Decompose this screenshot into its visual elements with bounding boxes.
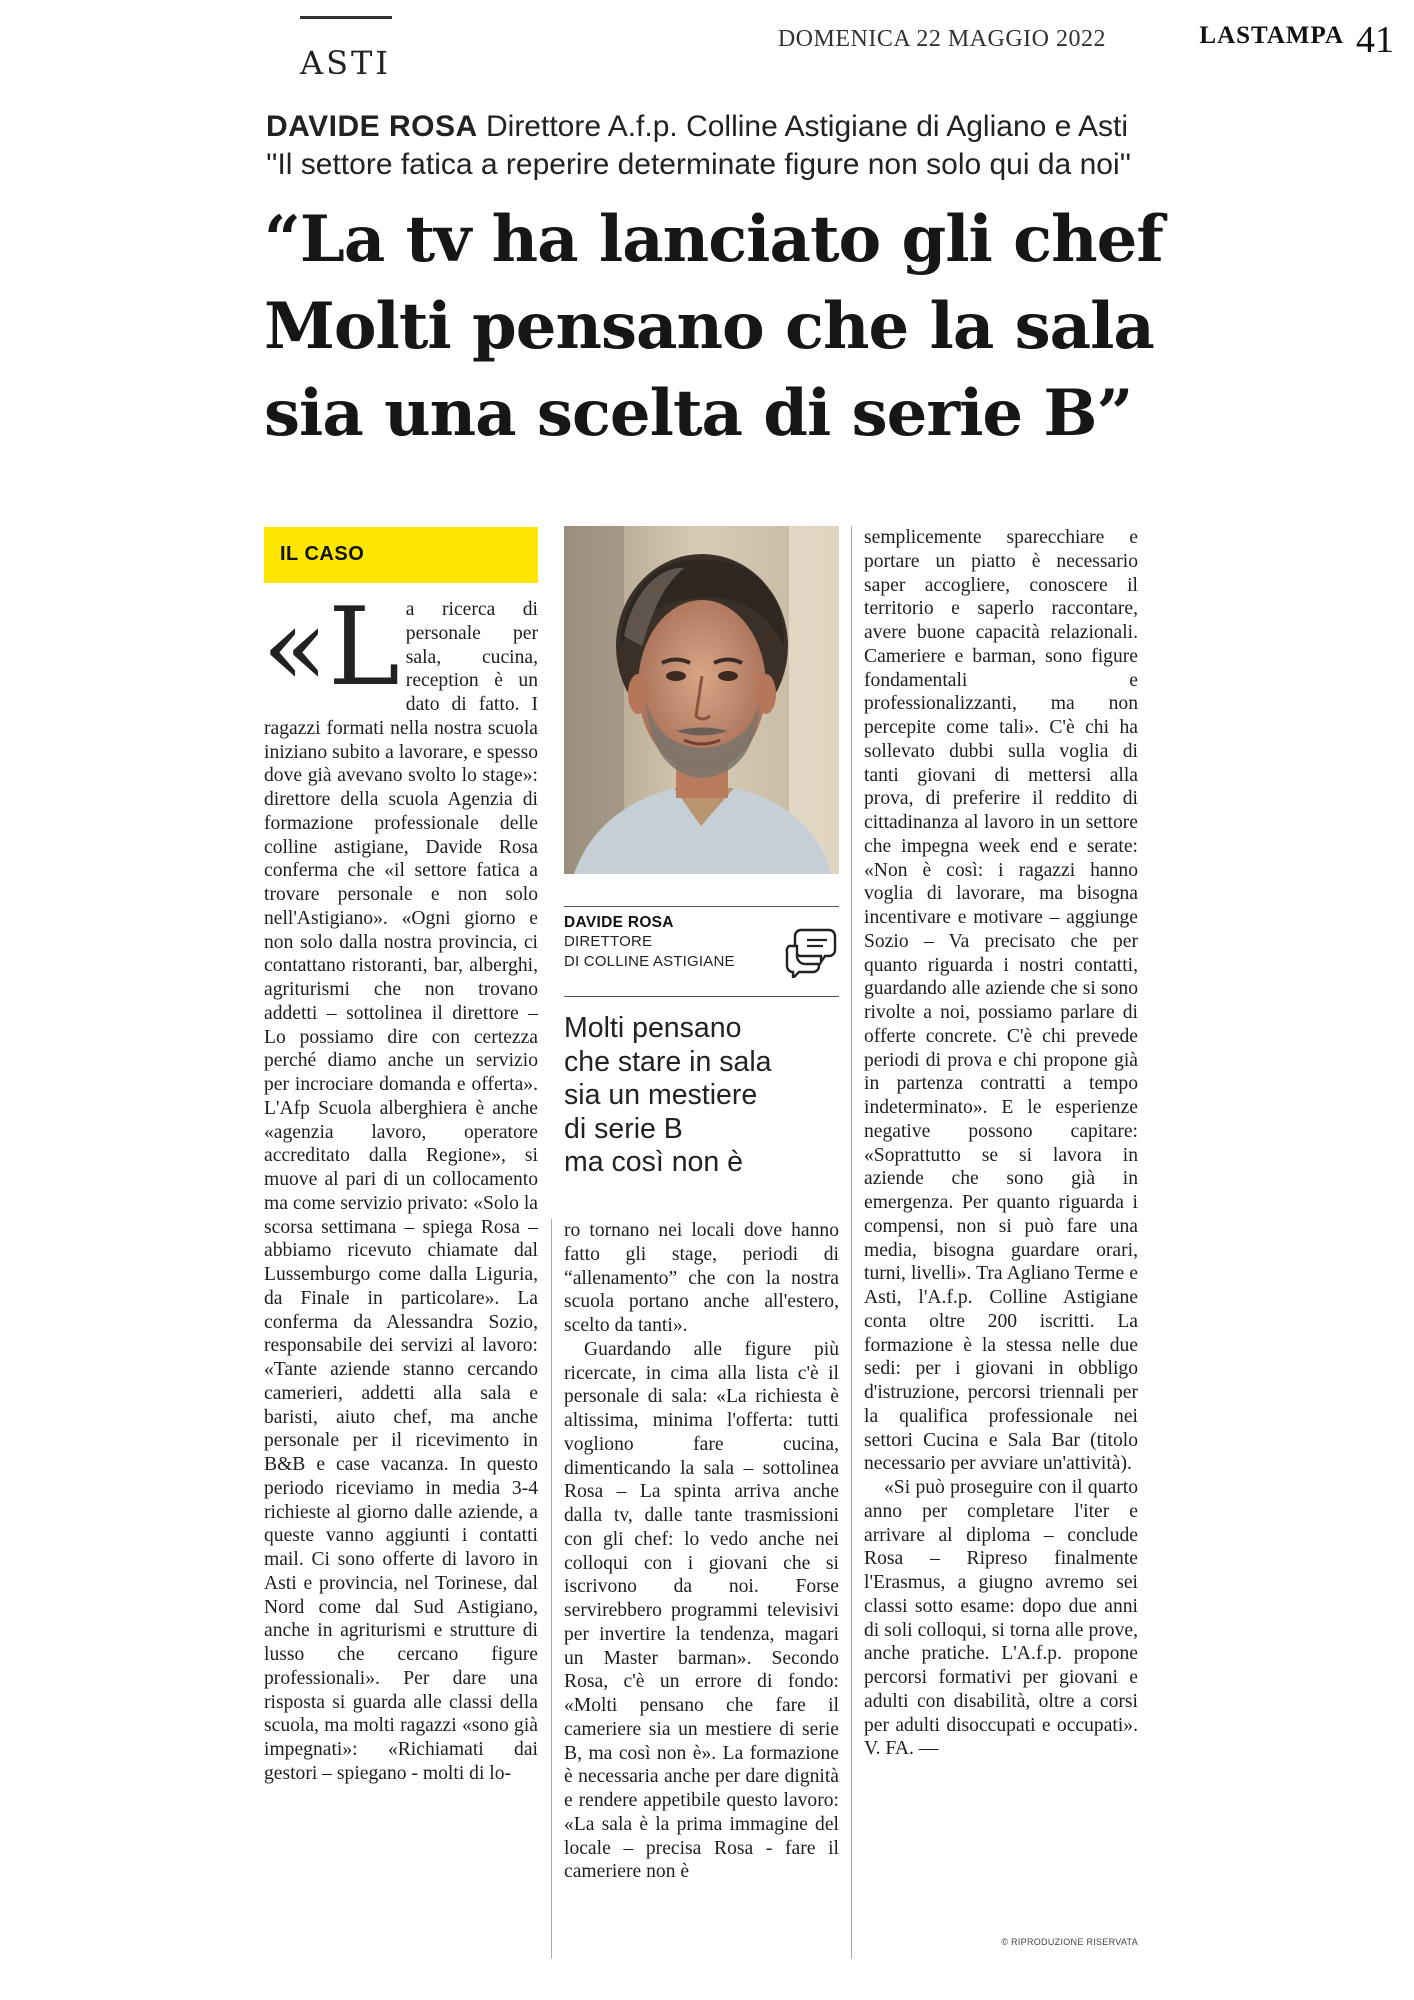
section-tag-label: IL CASO — [280, 543, 365, 565]
article-paragraph: Guardando alle figure più ricercate, in cima alla lista c'è il personale di sala: «La richiesta è altissima, minima l'offerta: tutti vogliono fare cucina, dimenticando la sala – sottolinea Rosa – La spinta arriva anche dalla tv, dalle tante trasmissioni con gli chef: lo vedo anche nei colloqui con i giovani che si iscrivono da noi. Forse servirebbero programmi televisivi per invertire la tendenza, magari un Master barman». Secondo Rosa, c'è un errore di fondo: «Molti pensano che fare il cameriere sia un mestiere di serie B, ma così non è». La formazione è necessaria anche per dare dignità e rendere appetibile questo lavoro: «La sala è la prima immagine del locale – precisa Rosa - fare il cameriere non è — [564, 1338, 839, 1883]
headline-line: “La tv ha lanciato gli chef — [264, 202, 1163, 277]
article-text: a ricerca di personale per sala, cucina, reception è un dato di fatto. I ragazzi formati nella nostra scuola iniziano subito a lavorare, e spesso dove già avevano svolto lo stage»: direttore della scuola Agenzia di formazione professionale delle colline astigiane, Davide Rosa conferma che «il settore fatica a trovare personale e non solo nell'Astigiano». «Ogni giorno e non solo dalla nostra provincia, ci contattano ristoranti, bar, alberghi, agriturismi che non trovano addetti – sottolinea il direttore – Lo possiamo dire con certezza perché diamo anche un servizio per incrociare domanda e offerta». L'Afp Scuola alberghiera è anche «agenzia lavoro, operatore accreditato dalla Regione», si muove al pari di un collocamento ma come servizio privato: «Solo la scorsa settimana – spiega Rosa – abbiamo ricevuto chiamate dal Lussemburgo come dalla Liguria, da Finale in particolare». La conferma da Alessandra Sozio, responsabile dei servizi al lavoro: «Tante aziende stanno cercando camerieri, addetti alla sala e baristi, aiuto chef, ma anche personale per il ricevimento in B&B e case vacanza. In questo periodo riceviamo in media 3-4 richieste al giorno dalle aziende, a queste vanno aggiunti i contatti mail. Ci sono offerte di lavoro in Asti e provincia, nel Torinese, dal Nord come dal Sud Astigiano, anche in agriturismi e strutture di lusso che cercano figure professionali». Per dare una risposta si guarda alle classi della scuola, ma molti ragazzi «sono già impegnati»: «Richiamati dai gestori – spiegano - molti di lo- — [264, 599, 538, 1784]
headline — [264, 196, 1164, 457]
photo-caption — [564, 914, 839, 972]
article-paragraph — [262, 585, 538, 1786]
section-tag — [264, 527, 538, 583]
issue-date: DOMENICA 22 MAGGIO 2022 — [777, 26, 1106, 52]
copyright-notice: © RIPRODUZIONE RISERVATA — [1001, 1937, 1138, 1947]
pull-quote — [564, 1012, 839, 1180]
article-column-3 — [864, 526, 1138, 1761]
kicker-role: Direttore A.f.p. Colline Astigiane di Agliano e Asti — [485, 110, 1129, 143]
column-divider — [851, 526, 852, 1959]
dropcap: «L — [262, 585, 400, 710]
photo-caption-name: DAVIDE ROSA — [564, 914, 674, 931]
pull-quote-line: che stare in sala — [564, 1045, 772, 1078]
pull-quote-line: ma così non è — [564, 1146, 744, 1179]
article-paragraph: ro tornano nei locali dove hanno fatto gli stage, periodi di “allenamento” che con la nostra scuola portano anche all'estero, scelto da tanti». — [564, 1220, 839, 1336]
section-name: ASTI — [300, 44, 392, 82]
caption-bottom-rule — [564, 996, 839, 997]
caption-top-rule — [564, 906, 839, 907]
column-divider — [551, 1219, 552, 1959]
pull-quote-line: di serie B — [564, 1112, 683, 1145]
section-rule — [300, 16, 392, 19]
photo-caption-role: DI COLLINE ASTIGIANE — [564, 953, 735, 970]
article-paragraph: «Si può proseguire con il quarto anno per completare l'iter e arrivare al diploma – conclude Rosa – Ripreso finalmente l'Erasmus, a giugno avremo sei classi sotto esame: dopo due anni di soli colloqui, si torna alle prove, anche pratiche. L'A.f.p. propone percorsi formativi per giovani e adulti con disabilità, oltre a corsi per adulti disoccupati e occupati». V. FA. — — [864, 1477, 1138, 1760]
page-header — [0, 0, 1414, 80]
headline-line: Molti pensano che la sala — [264, 289, 1154, 364]
page-number: 41 — [1356, 19, 1394, 61]
portrait-photo — [564, 526, 839, 874]
kicker — [266, 108, 1166, 184]
pull-quote-line: sia un mestiere — [564, 1079, 758, 1112]
photo-caption-role: DIRETTORE — [564, 933, 653, 950]
pull-quote-line: Molti pensano — [564, 1012, 742, 1044]
kicker-name: DAVIDE ROSA — [266, 110, 478, 143]
headline-line: sia una scelta di serie B” — [264, 376, 1133, 451]
article-paragraph: semplicemente sparecchiare e portare un piatto è necessario saper accogliere, conoscere il territorio e saperlo raccontare, avere buone capacità relazionali. Cameriere e barman, sono figure fondamentali e professionalizzanti, ma non percepite come tali». C'è chi ha sollevato dubbi sulla voglia di tanti giovani di mettersi alla prova, di preferire il reddito di cittadinanza al lavoro in un settore che impegna week end e serate: «Non è così: i ragazzi hanno voglia di lavorare, ma bisogna incentivare e motivare – aggiunge Sozio – Va precisato che per quanto riguarda i nostri contatti, guardando alle aziende che si sono rivolte a noi, possiamo parlare di offerte concrete. C'è chi prevede periodi di prova e chi propone già in partenza contratti a tempo indeterminato». E le esperienze negative possono capitare: «Soprattutto se si lavora in aziende che sono già in emergenza. Per quanto riguarda i compensi, non si può fare una media, bisogna guardare orari, turni, livelli». Tra Agliano Terme e Asti, l'A.f.p. Colline Astigiane conta oltre 200 iscritti. La formazione è la stessa nelle due sedi: per i giovani in obbligo d'istruzione, percorsi triennali per la qualifica professionale nei settori Cucina e Sala Bar (titolo necessario per avviare un'attività). — [864, 527, 1138, 1475]
portrait-image — [564, 526, 839, 874]
chat-bubbles-icon — [783, 922, 839, 978]
article-column-1 — [262, 585, 538, 1786]
kicker-quote: ''Il settore fatica a reperire determinate figure non solo qui da noi'' — [266, 148, 1132, 181]
article-column-2 — [564, 1219, 839, 1884]
masthead-logo: LASTAMPA — [1199, 22, 1344, 49]
